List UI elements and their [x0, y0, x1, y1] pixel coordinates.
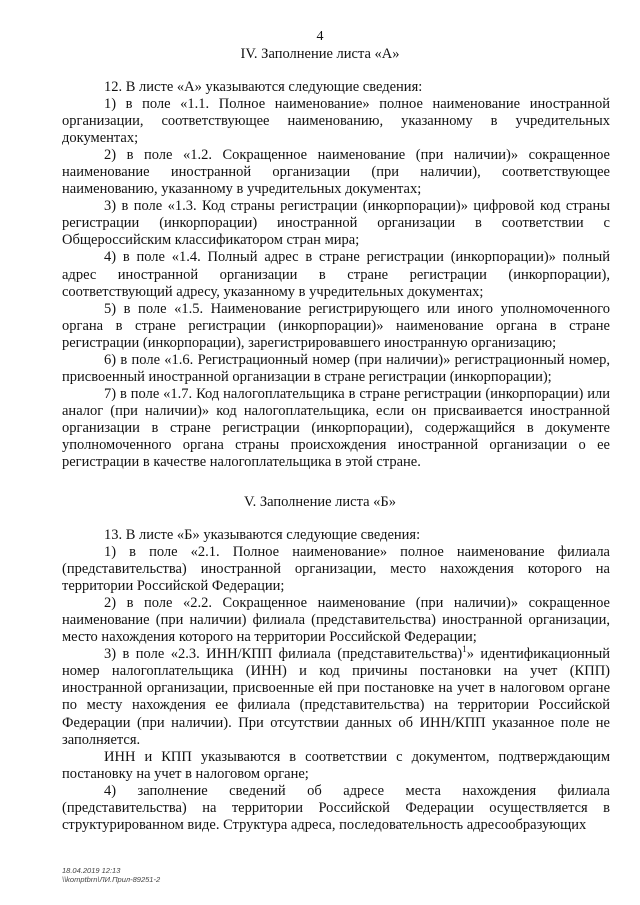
paragraph: 7) в поле «1.7. Код налогоплательщика в стране регистрации (инкорпорации) или аналог (при наличии)» код налогоплательщика, если он присваивается иностранной организации в стране регистрации (инкорпорации), содержащийся в документе уполномоченного органа страны происхождения иностранной организации о ее регистрации в качестве налогоплательщика в этой стране.	[62, 385, 610, 471]
paragraph: 12. В листе «А» указываются следующие сведения:	[104, 79, 423, 95]
paragraph: 4) заполнение сведений об адресе места нахождения филиала (представительства) на территории Российской Федерации осуществляется в структурированном виде. Структура адреса, последовательность адресообразующих	[62, 782, 610, 833]
page-number: 4	[316, 29, 324, 44]
paragraph-text: 3) в поле «2.3. ИНН/КПП филиала (представительства)	[104, 646, 463, 663]
footnote-marker[interactable]: 1	[462, 644, 467, 655]
paragraph: 1) в поле «2.1. Полное наименование» полное наименование филиала (представительства) иностранной организации, место нахождения которого на территории Российской Федерации;	[62, 544, 610, 595]
paragraph: 6) в поле «1.6. Регистрационный номер (при наличии)» регистрационный номер, присвоенный иностранной организации в стране регистрации (инкорпорации);	[62, 351, 610, 385]
footer-file-path: \\komptbrn\ЛИ.Прил-89251-2	[62, 875, 161, 884]
paragraph: 5) в поле «1.5. Наименование регистрирующего или иного уполномоченного органа в стране регистрации (инкорпорации)» наименование органа в стране регистрации (инкорпорации), зарегистрировавшего иностранную организацию;	[62, 300, 610, 351]
paragraph: ИНН и КПП указываются в соответствии с документом, подтверждающим постановку на учет в налоговом органе;	[62, 748, 610, 782]
paragraph-text: » идентификационный номер налогоплательщика (ИНН) и код причины постановки на учет (КПП) иностранной организации, присвоенные ей при постановке на учет в налоговом органе по месту нахождения ее филиала (представительства) на территории Российской Федерации (при наличии). При отсутствии данных об ИНН/КПП указанное поле не заполняется.	[62, 646, 611, 748]
paragraph-with-footnote	[62, 646, 610, 748]
section-4-body	[62, 79, 610, 471]
paragraph: 2) в поле «1.2. Сокращенное наименование (при наличии)» сокращенное наименование иностранной организации (при наличии), соответствующее наименованию, указанному в учредительных документах;	[62, 147, 610, 198]
paragraph: 3) в поле «1.3. Код страны регистрации (инкорпорации)» цифровой код страны регистрации (инкорпорации) иностранной организации в соответствии с Общероссийским классификатором стран мира;	[62, 198, 610, 249]
paragraph: 2) в поле «2.2. Сокращенное наименование (при наличии)» сокращенное наименование (при наличии) филиала (представительства) иностранной организации, место нахождения которого на территории Российской Федерации;	[62, 595, 610, 646]
document-footer	[62, 866, 160, 884]
paragraph: 1) в поле «1.1. Полное наименование» полное наименование иностранной организации, соответствующее наименованию, указанному в учредительных документах;	[62, 96, 610, 147]
footer-timestamp: 18.04.2019 12:13	[62, 866, 121, 875]
section-5-title: V. Заполнение листа «Б»	[243, 494, 397, 510]
paragraph: 13. В листе «Б» указываются следующие сведения:	[104, 527, 421, 543]
section-5-body	[62, 527, 610, 834]
paragraph: 4) в поле «1.4. Полный адрес в стране регистрации (инкорпорации)» полный адрес иностранной организации в стране регистрации (инкорпорации), соответствующий адресу, указанному в учредительных документах;	[62, 249, 610, 300]
section-4-title: IV. Заполнение листа «А»	[240, 46, 400, 62]
